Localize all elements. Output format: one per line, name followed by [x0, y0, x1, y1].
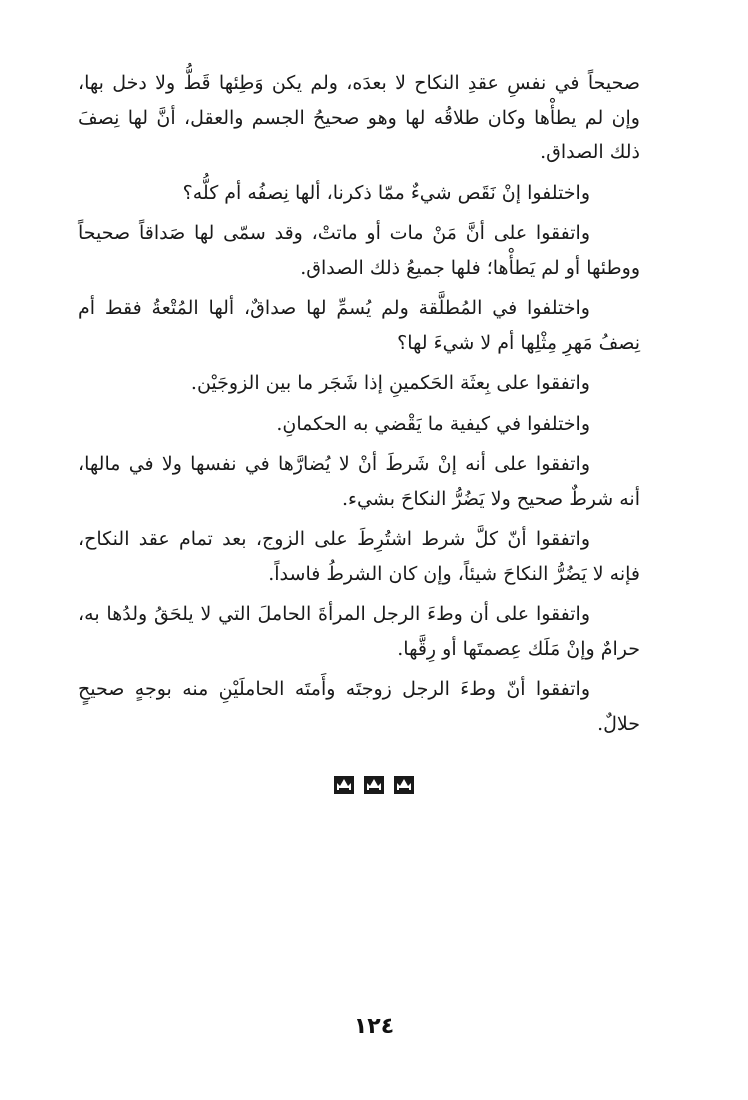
paragraph-4: واختلفوا في المُطلَّقة ولم يُسمِّ لها صداقٌ، ألها المُتْعةُ فقط أم نِصفُ مَهرِ مِثْلِها أم لا شيءَ لها؟	[78, 297, 640, 354]
section-ornament	[0, 775, 748, 799]
paragraph-1: صحيحاً في نفسِ عقدِ النكاح لا بعدَه، ولم يكن وَطِئها قَطُّ ولا دخل بها، وإن لم يطأْها وكان طلاقُه لها وهو صحيحُ الجسم والعقل، أنَّ لها نِصفَ ذلك الصداق.	[78, 72, 640, 163]
paragraph-9: واتفقوا على أن وطءَ الرجل المرأةَ الحاملَ التي لا يلحَقُ ولدُها به، حرامٌ وإنْ مَلَك عِصمتَها أو رِقَّها.	[78, 603, 640, 660]
page-number: ١٢٤	[353, 1014, 395, 1039]
ornament-icon	[393, 775, 415, 795]
paragraph-8: واتفقوا أنّ كلَّ شرط اشتُرِطَ على الزوج، بعد تمام عقد النكاح، فإنه لا يَضُرُّ النكاحَ شيئاً، وإن كان الشرطُ فاسداً.	[78, 528, 640, 585]
ornament-icon	[363, 775, 385, 795]
paragraph-6: واختلفوا في كيفية ما يَقْضي به الحكمانِ.	[276, 412, 590, 435]
paragraph-5: واتفقوا على بِعثَة الحَكمينِ إذا شَجَر ما بين الزوجَيْن.	[190, 372, 590, 394]
paragraph-10: واتفقوا أنّ وطءَ الرجل زوجتَه وأَمتَه الحاملَيْنِ منه بوجهٍ صحيحٍ حلالٌ.	[78, 678, 640, 735]
ornament-icon	[333, 775, 355, 795]
paragraph-2: واختلفوا إنْ نَقَص شيءٌ ممّا ذكرنا، ألها نِصفُه أم كلُّه؟	[182, 181, 590, 204]
paragraph-3: واتفقوا على أنَّ مَنْ مات أو ماتتْ، وقد سمّى لها صَداقاً صحيحاً ووطئها أو لم يَطأْها؛ فلها جميعُ ذلك الصداق.	[78, 222, 640, 279]
paragraph-7: واتفقوا على أنه إنْ شَرطَ أنْ لا يُضارَّها في نفسها ولا في مالها، أنه شرطٌ صحيح ولا يَضُرُّ النكاحَ بشيء.	[78, 453, 640, 510]
body-text	[78, 66, 640, 747]
